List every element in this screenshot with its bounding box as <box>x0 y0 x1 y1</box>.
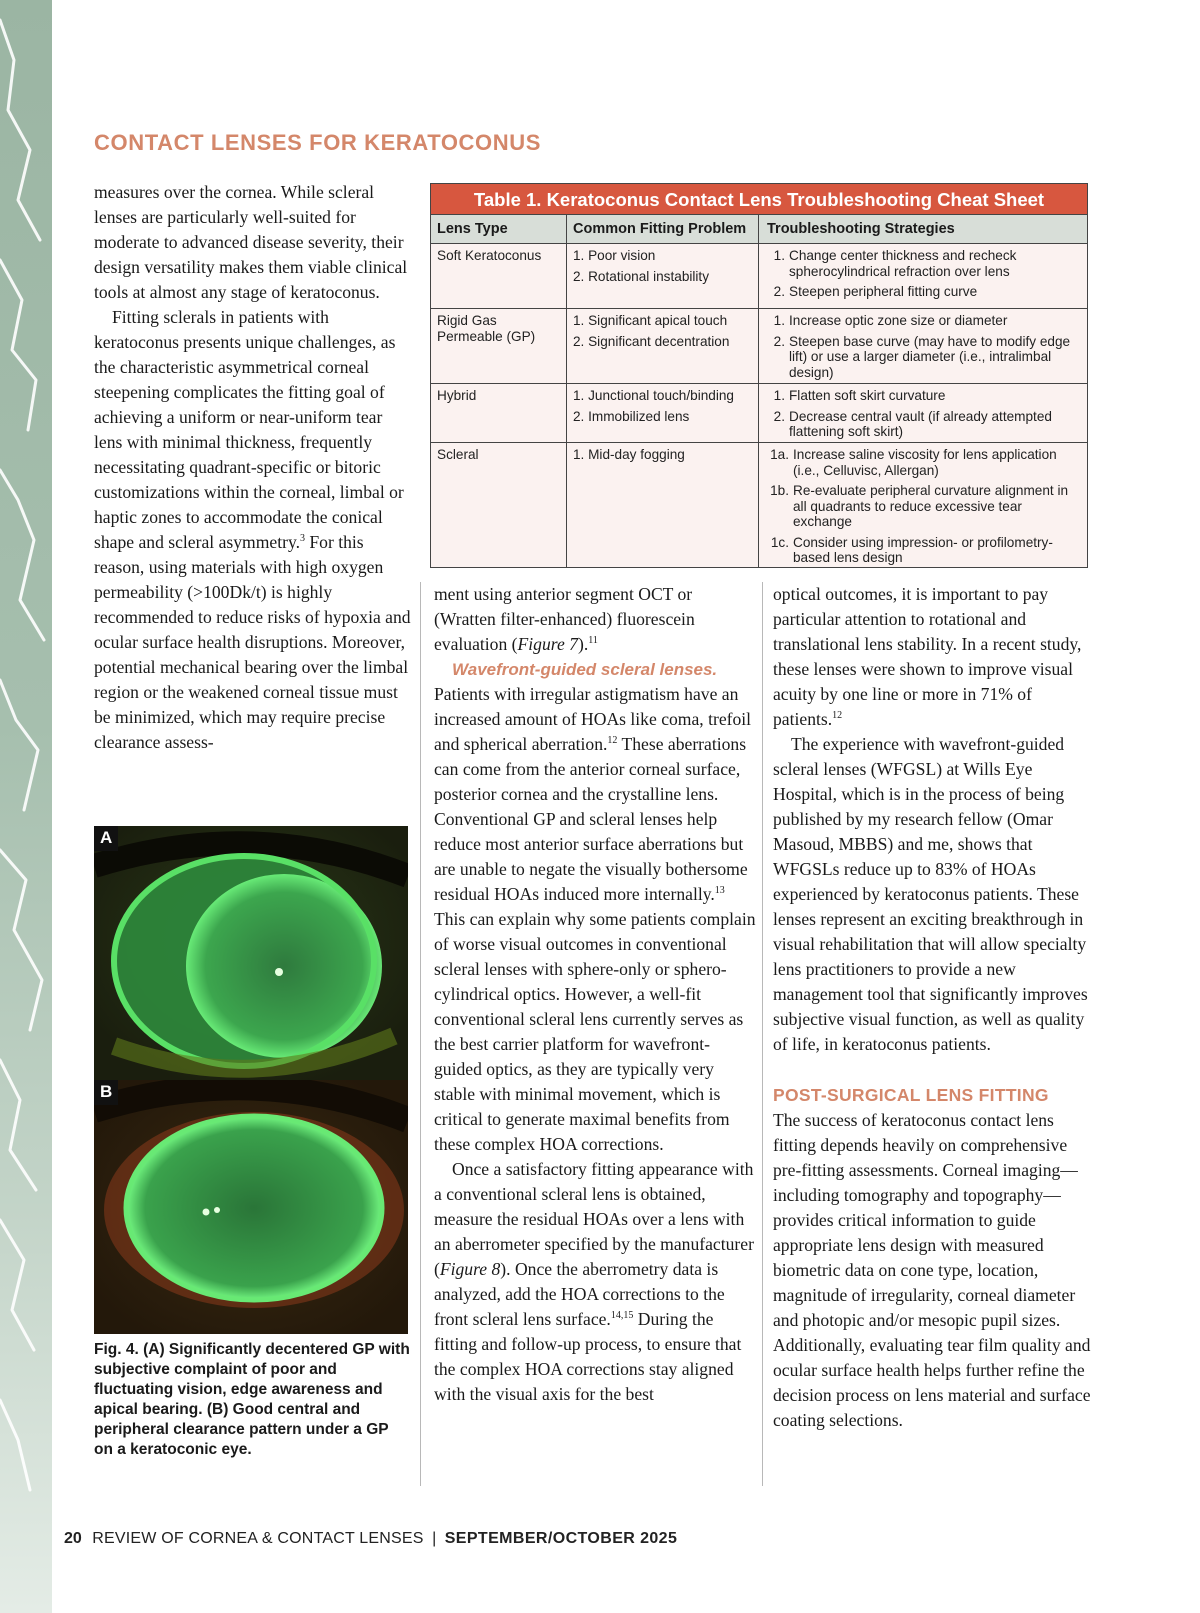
table-cell-lens-type: Rigid Gas Permeable (GP) <box>431 309 567 383</box>
section-title: CONTACT LENSES FOR KERATOCONUS <box>94 130 542 155</box>
page-number: 20 <box>64 1530 82 1547</box>
figure-label-b: B <box>94 1080 118 1105</box>
paragraph: Once a satisfactory fitting appearance with a conventional scleral lens is obtained, measure the residual HOAs over a lens with an aberrometer specified by the manufacturer (Figure 8). Once the aberrometry data is analyzed, add the HOA corrections to the front scleral lens surface.$^{14,15}$ During the fitting and follow-up process, to ensure that the complex HOA corrections stay aligned with the visual axis for the best <box>434 1159 754 1404</box>
table-row <box>431 443 1087 567</box>
citation: 12 <box>832 710 843 722</box>
citation: 11 <box>588 635 598 647</box>
citation: 3 <box>300 533 305 545</box>
column-right <box>773 582 1093 1433</box>
table-cell-problems: 1. Poor vision 2. Rotational instability <box>567 244 759 308</box>
table-cell-lens-type: Hybrid <box>431 384 567 442</box>
table-cell-strategies: 1. Increase optic zone size or diameter 2. Steepen base curve (may have to modify edge lift) or use a larger diameter (i.e., intralimbal design) <box>773 313 1071 380</box>
paragraph: The experience with wavefront-guided scleral lenses (WFGSL) at Wills Eye Hospital, which is in the process of being published by my research fellow (Omar Masoud, MBBS) and me, shows that WFGSLs reduce up to 83% of HOAs experienced by keratoconus patients. These lenses represent an exciting breakthrough in visual rehabilitation that will allow specialty lens practitioners to provide a new management tool that significantly improves subjective visual function, as well as quality of life, in keratoconus patients. <box>773 734 1088 1054</box>
decorative-edge-strip <box>0 0 52 1613</box>
table-row <box>431 244 1087 309</box>
table-header-cell: Lens Type <box>431 215 567 243</box>
citation: 13 <box>714 885 725 897</box>
table-header-row <box>431 215 1087 244</box>
figure-photo-b <box>94 1080 408 1334</box>
table-cell-problems: 1. Mid-day fogging <box>567 443 759 567</box>
paragraph: optical outcomes, it is important to pay particular attention to rotational and translational lens stability. In a recent study, these lenses were shown to improve visual acuity by one line or more in 71% of patients.$^{12}$ <box>773 584 1082 729</box>
figure-caption: Fig. 4. (A) Significantly decentered GP with subjective complaint of poor and fluctuating vision, edge awareness and apical bearing. (B) Good central and peripheral clearance pattern under a GP on a keratoconic eye. <box>94 1341 410 1458</box>
page-footer <box>64 1530 677 1548</box>
table-row <box>431 309 1087 384</box>
paragraph: ment using anterior segment OCT or (Wratten filter-enhanced) fluorescein evaluation (Figure 7).$^{11}$ <box>434 584 695 654</box>
paragraph: The success of keratoconus contact lens fitting depends heavily on comprehensive pre-fitting assessments. Corneal imaging—including tomography and topography—provides critical information to guide appropriate lens design with measured biometric data on cone type, location, magnitude of irregularity, corneal diameter and photopic and/or mesopic pupil sizes. Additionally, evaluating tear film quality and ocular surface health helps further refine the decision process on lens material and surface coating selections. <box>773 1110 1091 1430</box>
table-title: Table 1. Keratoconus Contact Lens Troubleshooting Cheat Sheet <box>431 184 1087 215</box>
column-left <box>94 180 412 755</box>
troubleshooting-table <box>430 183 1088 568</box>
subheading: Wavefront-guided scleral lenses. <box>452 660 718 679</box>
figure-photo-a <box>94 826 408 1080</box>
column-middle <box>434 582 756 1407</box>
crack-pattern-graphic <box>0 0 52 1613</box>
column-divider <box>762 582 763 1486</box>
table-cell-lens-type: Scleral <box>431 443 567 567</box>
figure-reference: Figure 7 <box>517 634 578 654</box>
paragraph: measures over the cornea. While scleral lenses are particularly well-suited for moderate to advanced disease severity, their design versatility makes them viable clinical tools at almost any stage of keratoconus. <box>94 182 408 302</box>
citation: 14,15 <box>610 1310 634 1322</box>
table-cell-strategies: 1a. Increase saline viscosity for lens application (i.e., Celluvisc, Allergan) 1b. Re-evaluate peripheral curvature alignment in all quadrants to reduce excessive tear exchange 1c. Consider using impression- or profilometry-based lens design <box>770 447 1069 565</box>
column-divider <box>420 582 421 1486</box>
paragraph: Fitting sclerals in patients with keratoconus presents unique challenges, as the characteristic asymmetrical corneal steepening complicates the fitting goal of achieving a uniform or near-uniform tear lens with minimal thickness, frequently necessitating quadrant-specific or bitoric customizations within the corneal, limbal or haptic zones to accommodate the conical shape and scleral asymmetry.$^3$ For this reason, using materials with high oxygen permeability (>100Dk/t) is highly recommended to reduce risks of hypoxia and ocular surface health disruptions. Moreover, potential mechanical bearing over the limbal region or the weakened corneal tissue must be minimized, which may require precise clearance assess- <box>94 307 411 752</box>
figure-reference: Figure 8 <box>439 1259 501 1279</box>
table-cell-problems: 1. Junctional touch/binding 2. Immobilized lens <box>567 384 759 442</box>
issue-date: SEPTEMBER/OCTOBER 2025 <box>444 1530 678 1547</box>
citation: 12 <box>607 735 618 747</box>
table-header-cell: Troubleshooting Strategies <box>767 221 955 237</box>
table-cell-strategies: 1. Change center thickness and recheck spherocylindrical refraction over lens 2. Steepen peripheral fitting curve <box>773 248 1017 299</box>
figure-label-a: A <box>94 826 118 851</box>
publication-name: REVIEW OF CORNEA & CONTACT LENSES <box>92 1530 424 1547</box>
table-cell-lens-type: Soft Keratoconus <box>431 244 567 308</box>
footer-separator: | <box>432 1530 437 1547</box>
table-header-cell: Common Fitting Problem <box>567 215 759 243</box>
table-cell-problems: 1. Significant apical touch 2. Significant decentration <box>567 309 759 383</box>
table-row <box>431 384 1087 443</box>
paragraph: Wavefront-guided scleral lenses. Patients with irregular astigmatism have an increased amount of HOAs like coma, trefoil and spherical aberration.$^{12}$ These aberrations can come from the anterior corneal surface, posterior cornea and the crystalline lens. Conventional GP and scleral lenses help reduce most anterior surface aberrations but are unable to negate the visually bothersome residual HOAs induced more internally.$^{13}$ This can explain why some patients complain of worse visual outcomes in conventional scleral lenses with sphere-only or sphero-cylindrical optics. However, a well-fit conventional scleral lens currently serves as the best carrier platform for wavefront-guided optics, as they are typically very stable with minimal movement, which is critical to generate maximal benefits from these complex HOA corrections. <box>434 660 756 1154</box>
section-heading: POST-SURGICAL LENS FITTING <box>773 1085 1049 1105</box>
table-cell-strategies: 1. Flatten soft skirt curvature 2. Decrease central vault (if already attempted flattening soft skirt) <box>773 388 1052 439</box>
